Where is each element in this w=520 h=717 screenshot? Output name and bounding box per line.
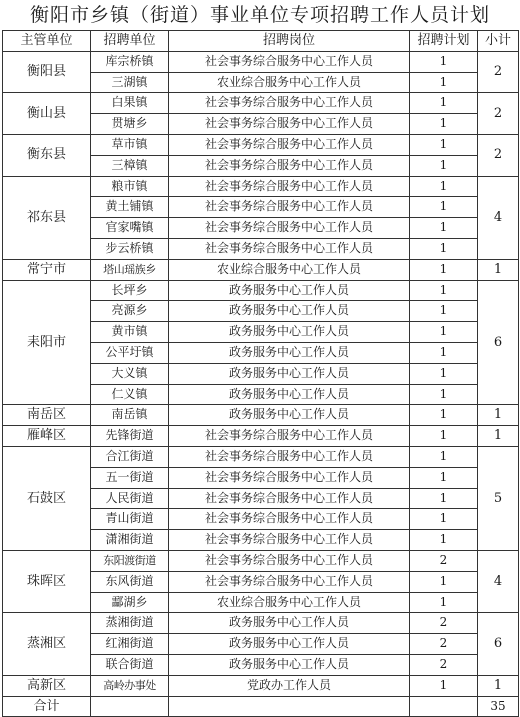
plan-cell: 1	[410, 342, 478, 363]
post-cell: 社会事务综合服务中心工作人员	[169, 509, 410, 530]
unit-cell: 南岳镇	[91, 405, 169, 426]
plan-cell: 1	[410, 114, 478, 135]
post-cell: 社会事务综合服务中心工作人员	[169, 488, 410, 509]
post-cell: 政务服务中心工作人员	[169, 613, 410, 634]
post-cell: 社会事务综合服务中心工作人员	[169, 114, 410, 135]
post-cell: 社会事务综合服务中心工作人员	[169, 51, 410, 72]
plan-cell: 1	[410, 301, 478, 322]
page-title: 衡阳市乡镇（街道）事业单位专项招聘工作人员计划	[29, 4, 490, 26]
total-label: 合计	[3, 696, 91, 717]
table-row	[3, 176, 519, 197]
unit-cell: 大义镇	[91, 363, 169, 384]
table-row	[3, 134, 519, 155]
post-cell: 政务服务中心工作人员	[169, 384, 410, 405]
header-plan: 招聘计划	[410, 31, 478, 52]
subtotal-cell: 1	[478, 675, 519, 696]
unit-cell: 库宗桥镇	[91, 51, 169, 72]
unit-cell: 三樟镇	[91, 155, 169, 176]
table-row	[3, 93, 519, 114]
plan-cell: 1	[410, 446, 478, 467]
plan-cell: 1	[410, 238, 478, 259]
plan-cell: 1	[410, 530, 478, 551]
table-row	[3, 613, 519, 634]
supervisor-cell: 祁东县	[3, 176, 91, 259]
subtotal-cell: 4	[478, 176, 519, 259]
plan-cell: 1	[410, 488, 478, 509]
post-cell: 农业综合服务中心工作人员	[169, 72, 410, 93]
post-cell: 社会事务综合服务中心工作人员	[169, 176, 410, 197]
plan-cell: 1	[410, 592, 478, 613]
supervisor-cell: 蒸湘区	[3, 613, 91, 675]
table-row	[3, 446, 519, 467]
table-row	[3, 280, 519, 301]
unit-cell: 酃湖乡	[91, 592, 169, 613]
post-cell: 社会事务综合服务中心工作人员	[169, 571, 410, 592]
unit-cell: 步云桥镇	[91, 238, 169, 259]
unit-cell: 长坪乡	[91, 280, 169, 301]
plan-cell: 1	[410, 218, 478, 239]
plan-cell: 1	[410, 363, 478, 384]
unit-cell: 潇湘街道	[91, 530, 169, 551]
post-cell: 政务服务中心工作人员	[169, 634, 410, 655]
recruitment-plan-table	[2, 30, 519, 717]
header-supervisor: 主管单位	[3, 31, 91, 52]
plan-cell: 1	[410, 280, 478, 301]
unit-cell: 红湘街道	[91, 634, 169, 655]
plan-cell: 2	[410, 654, 478, 675]
post-cell: 社会事务综合服务中心工作人员	[169, 446, 410, 467]
unit-cell: 公平圩镇	[91, 342, 169, 363]
unit-cell: 青山街道	[91, 509, 169, 530]
subtotal-cell: 1	[478, 405, 519, 426]
plan-cell: 1	[410, 93, 478, 114]
unit-cell: 东风街道	[91, 571, 169, 592]
supervisor-cell: 高新区	[3, 675, 91, 696]
post-cell: 政务服务中心工作人员	[169, 280, 410, 301]
header-row	[3, 31, 519, 52]
subtotal-cell: 1	[478, 259, 519, 280]
unit-cell: 五一街道	[91, 467, 169, 488]
subtotal-cell: 1	[478, 426, 519, 447]
unit-cell: 仁义镇	[91, 384, 169, 405]
plan-cell: 1	[410, 72, 478, 93]
post-cell: 社会事务综合服务中心工作人员	[169, 530, 410, 551]
unit-cell: 人民街道	[91, 488, 169, 509]
unit-cell: 官家嘴镇	[91, 218, 169, 239]
post-cell: 政务服务中心工作人员	[169, 363, 410, 384]
header-unit: 招聘单位	[91, 31, 169, 52]
table-header	[3, 31, 519, 52]
plan-cell: 1	[410, 571, 478, 592]
unit-cell: 联合街道	[91, 654, 169, 675]
supervisor-cell: 衡阳县	[3, 51, 91, 93]
plan-cell: 1	[410, 259, 478, 280]
post-cell: 农业综合服务中心工作人员	[169, 259, 410, 280]
plan-cell: 1	[410, 322, 478, 343]
header-subtotal: 小计	[478, 31, 519, 52]
plan-cell: 1	[410, 675, 478, 696]
unit-cell: 粮市镇	[91, 176, 169, 197]
post-cell: 社会事务综合服务中心工作人员	[169, 550, 410, 571]
subtotal-cell: 4	[478, 550, 519, 612]
unit-cell: 东阳渡街道	[91, 550, 169, 571]
unit-cell: 三湖镇	[91, 72, 169, 93]
supervisor-cell: 珠晖区	[3, 550, 91, 612]
total-row	[3, 696, 519, 717]
plan-cell: 2	[410, 550, 478, 571]
plan-cell: 1	[410, 197, 478, 218]
unit-cell: 草市镇	[91, 134, 169, 155]
total-value: 35	[478, 696, 519, 717]
table-footer	[3, 696, 519, 717]
unit-cell: 黄市镇	[91, 322, 169, 343]
subtotal-cell: 2	[478, 51, 519, 93]
table-row	[3, 426, 519, 447]
total-empty-post	[169, 696, 410, 717]
post-cell: 社会事务综合服务中心工作人员	[169, 467, 410, 488]
table-row	[3, 550, 519, 571]
plan-cell: 1	[410, 176, 478, 197]
plan-cell: 1	[410, 509, 478, 530]
plan-cell: 1	[410, 426, 478, 447]
unit-cell: 黄土铺镇	[91, 197, 169, 218]
unit-cell: 高岭办事处	[91, 675, 169, 696]
total-empty-plan	[410, 696, 478, 717]
subtotal-cell: 2	[478, 134, 519, 176]
post-cell: 社会事务综合服务中心工作人员	[169, 197, 410, 218]
table-row	[3, 259, 519, 280]
post-cell: 政务服务中心工作人员	[169, 405, 410, 426]
supervisor-cell: 石鼓区	[3, 446, 91, 550]
supervisor-cell: 耒阳市	[3, 280, 91, 405]
table-row	[3, 405, 519, 426]
table-row	[3, 675, 519, 696]
plan-cell: 1	[410, 467, 478, 488]
plan-cell: 2	[410, 634, 478, 655]
unit-cell: 白果镇	[91, 93, 169, 114]
supervisor-cell: 常宁市	[3, 259, 91, 280]
subtotal-cell: 6	[478, 613, 519, 675]
post-cell: 农业综合服务中心工作人员	[169, 592, 410, 613]
post-cell: 政务服务中心工作人员	[169, 342, 410, 363]
post-cell: 社会事务综合服务中心工作人员	[169, 426, 410, 447]
supervisor-cell: 衡山县	[3, 93, 91, 135]
subtotal-cell: 5	[478, 446, 519, 550]
post-cell: 社会事务综合服务中心工作人员	[169, 238, 410, 259]
unit-cell: 亮源乡	[91, 301, 169, 322]
table-row	[3, 51, 519, 72]
subtotal-cell: 2	[478, 93, 519, 135]
post-cell: 社会事务综合服务中心工作人员	[169, 134, 410, 155]
plan-cell: 1	[410, 155, 478, 176]
post-cell: 社会事务综合服务中心工作人员	[169, 218, 410, 239]
table-body	[3, 51, 519, 696]
supervisor-cell: 南岳区	[3, 405, 91, 426]
unit-cell: 蒸湘街道	[91, 613, 169, 634]
header-post: 招聘岗位	[169, 31, 410, 52]
plan-cell: 1	[410, 405, 478, 426]
post-cell: 社会事务综合服务中心工作人员	[169, 93, 410, 114]
total-empty-unit	[91, 696, 169, 717]
post-cell: 社会事务综合服务中心工作人员	[169, 155, 410, 176]
plan-cell: 1	[410, 384, 478, 405]
unit-cell: 先锋街道	[91, 426, 169, 447]
plan-cell: 1	[410, 51, 478, 72]
unit-cell: 合江街道	[91, 446, 169, 467]
post-cell: 政务服务中心工作人员	[169, 322, 410, 343]
unit-cell: 塔山瑶族乡	[91, 259, 169, 280]
post-cell: 党政办工作人员	[169, 675, 410, 696]
unit-cell: 贯塘乡	[91, 114, 169, 135]
post-cell: 政务服务中心工作人员	[169, 654, 410, 675]
supervisor-cell: 雁峰区	[3, 426, 91, 447]
plan-cell: 1	[410, 134, 478, 155]
plan-cell: 2	[410, 613, 478, 634]
supervisor-cell: 衡东县	[3, 134, 91, 176]
subtotal-cell: 6	[478, 280, 519, 405]
post-cell: 政务服务中心工作人员	[169, 301, 410, 322]
